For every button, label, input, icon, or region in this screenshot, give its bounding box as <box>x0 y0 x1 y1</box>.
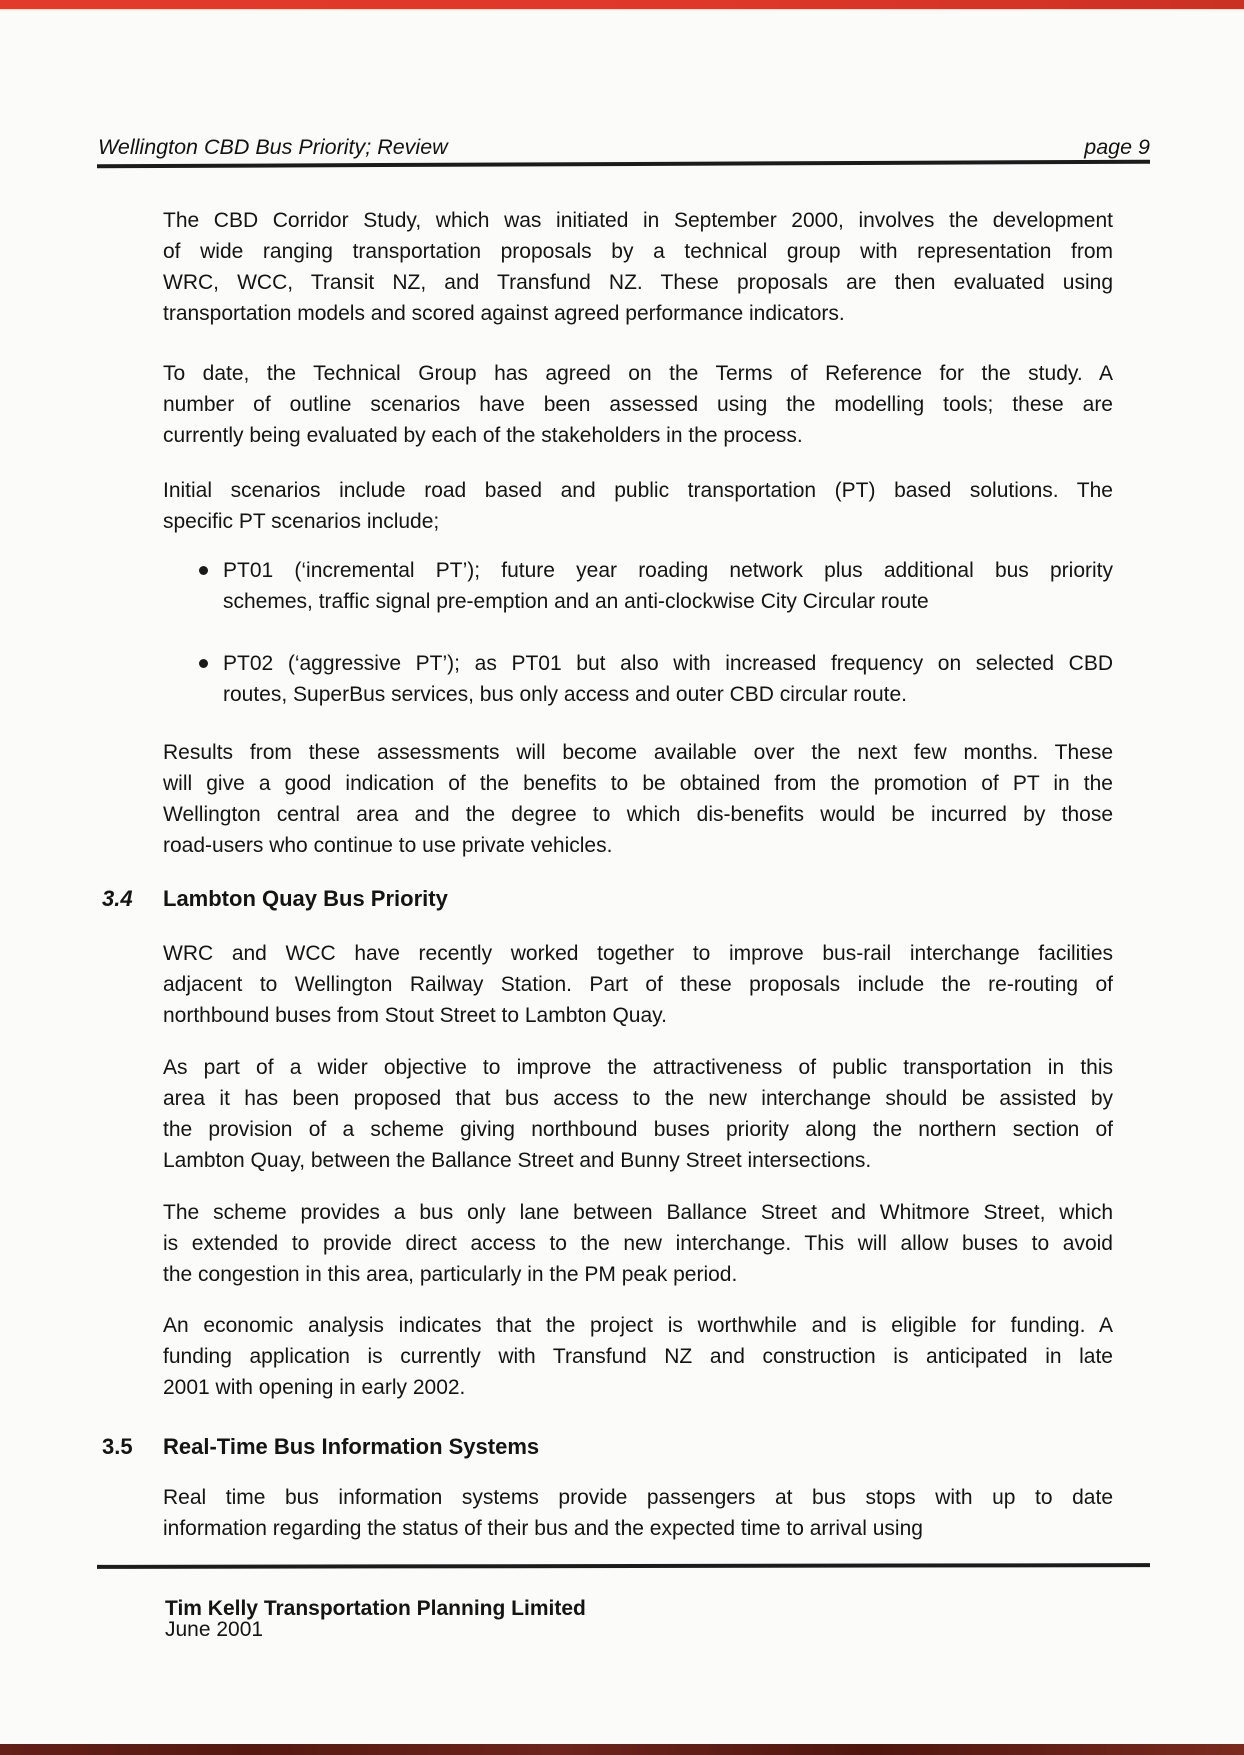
text-line: WRC and WCC have recently worked together to improve bus-rail interchange facilities <box>163 942 1113 965</box>
text-line: road-users who continue to use private vehicles. <box>163 834 613 857</box>
section-number: 3.4 <box>102 886 133 911</box>
header-rule <box>97 160 1150 169</box>
text-line: adjacent to Wellington Railway Station. Part of these proposals include the re-routing of <box>163 973 1113 996</box>
footer <box>165 1598 1065 1640</box>
section-title: Real-Time Bus Information Systems <box>163 1434 540 1459</box>
section-heading-3-4 <box>0 886 1244 916</box>
text-line: specific PT scenarios include; <box>163 510 440 533</box>
paragraph-real-time-info <box>163 1482 1113 1544</box>
text-line: WRC, WCC, Transit NZ, and Transfund NZ. These proposals are then evaluated using <box>163 271 1113 294</box>
text-line: number of outline scenarios have been assessed using the modelling tools; these are <box>163 393 1113 416</box>
text-line: An economic analysis indicates that the project is worthwhile and is eligible for funding. A <box>163 1314 1113 1337</box>
section-heading-3-5 <box>0 1434 1244 1464</box>
paragraph-economic-analysis <box>163 1310 1113 1403</box>
text-line: is extended to provide direct access to the new interchange. This will allow buses to avoid <box>163 1232 1113 1255</box>
text-line: of wide ranging transportation proposals by a technical group with representation from <box>163 240 1113 263</box>
paragraph-initial-scenarios <box>163 475 1113 537</box>
bullet-dot-icon <box>199 659 208 668</box>
text-line: Initial scenarios include road based and public transportation (PT) based solutions. The <box>163 479 1113 502</box>
text-line: routes, SuperBus services, bus only access and outer CBD circular route. <box>223 683 907 706</box>
text-line: information regarding the status of their bus and the expected time to arrival using <box>163 1517 923 1540</box>
section-title: Lambton Quay Bus Priority <box>163 886 448 911</box>
footer-company-name: Tim Kelly Transportation Planning Limited <box>165 1597 586 1620</box>
footer-date: June 2001 <box>165 1618 264 1641</box>
paragraph-wrc-wcc <box>163 938 1113 1031</box>
text-line: To date, the Technical Group has agreed on the Terms of Reference for the study. A <box>163 362 1113 385</box>
text-line: will give a good indication of the benefits to be obtained from the promotion of PT in the <box>163 772 1113 795</box>
text-line: the congestion in this area, particularly in the PM peak period. <box>163 1263 738 1286</box>
paragraph-results <box>163 737 1113 861</box>
paragraph-cbd-corridor-study <box>163 205 1113 329</box>
text-line: The CBD Corridor Study, which was initiated in September 2000, involves the development <box>163 209 1113 232</box>
text-line: the provision of a scheme giving northbound buses priority along the northern section of <box>163 1118 1113 1141</box>
text-line: transportation models and scored against agreed performance indicators. <box>163 302 845 325</box>
paragraph-technical-group <box>163 358 1113 451</box>
text-line: currently being evaluated by each of the stakeholders in the process. <box>163 424 803 447</box>
text-line: Lambton Quay, between the Ballance Street and Bunny Street intersections. <box>163 1149 872 1172</box>
text-line: Results from these assessments will become available over the next few months. These <box>163 741 1113 764</box>
text-line: The scheme provides a bus only lane between Ballance Street and Whitmore Street, which <box>163 1201 1113 1224</box>
section-number: 3.5 <box>102 1434 133 1459</box>
bullet-item-pt01 <box>163 555 1113 617</box>
text-line: schemes, traffic signal pre-emption and an anti-clockwise City Circular route <box>223 590 929 613</box>
bullet-dot-icon <box>199 566 208 575</box>
text-line: area it has been proposed that bus access to the new interchange should be assisted by <box>163 1087 1113 1110</box>
footer-rule <box>97 1563 1150 1569</box>
text-line: northbound buses from Stout Street to Lambton Quay. <box>163 1004 667 1027</box>
text-line: As part of a wider objective to improve the attractiveness of public transportation in this <box>163 1056 1113 1079</box>
text-line: 2001 with opening in early 2002. <box>163 1376 466 1399</box>
text-line: Wellington central area and the degree to which dis-benefits would be incurred by those <box>163 803 1113 826</box>
header-page-number: page 9 <box>1084 135 1150 159</box>
header-document-title: Wellington CBD Bus Priority; Review <box>98 135 448 159</box>
scan-edge-artifact-bottom <box>0 1744 1244 1755</box>
paragraph-wider-objective <box>163 1052 1113 1176</box>
text-line: PT01 (‘incremental PT’); future year roading network plus additional bus priority <box>223 559 1113 582</box>
text-line: PT02 (‘aggressive PT’); as PT01 but also with increased frequency on selected CBD <box>223 652 1113 675</box>
scan-edge-artifact-top <box>0 0 1244 9</box>
text-line: funding application is currently with Transfund NZ and construction is anticipated in late <box>163 1345 1113 1368</box>
paragraph-scheme-bus-lane <box>163 1197 1113 1290</box>
bullet-item-pt02 <box>163 648 1113 710</box>
text-line: Real time bus information systems provide passengers at bus stops with up to date <box>163 1486 1113 1509</box>
